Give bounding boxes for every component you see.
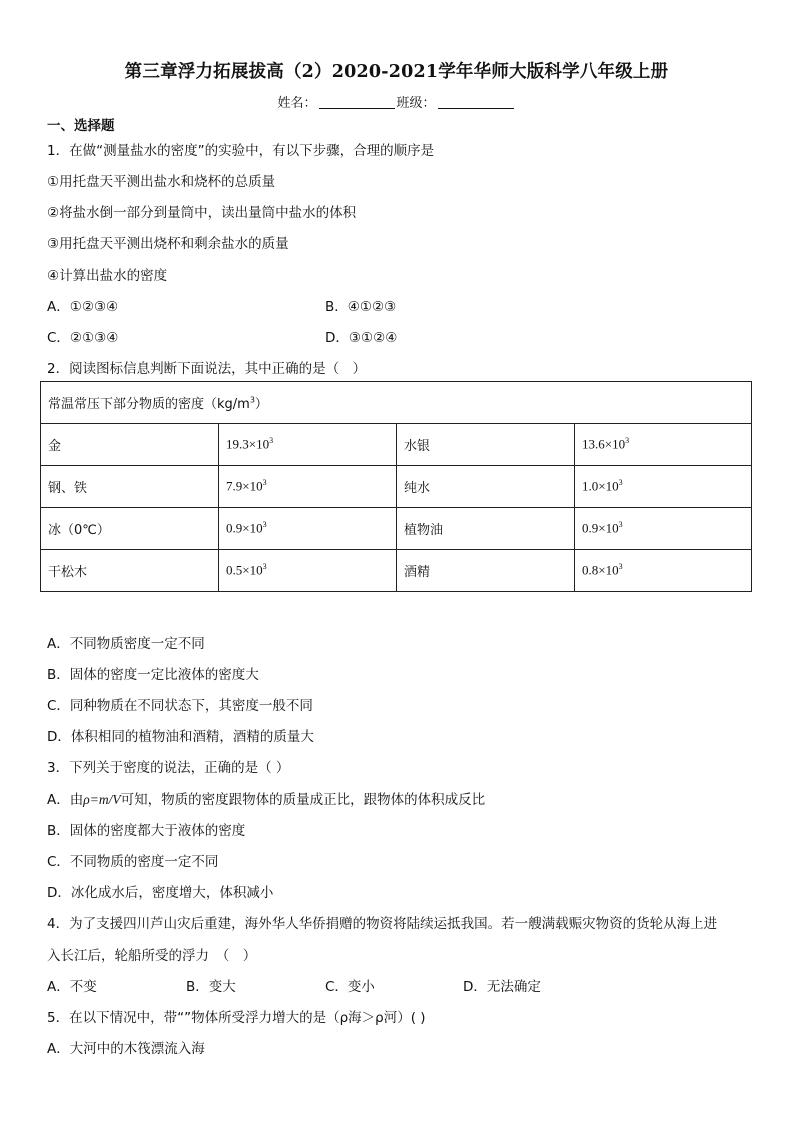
name-blank[interactable] — [319, 96, 395, 109]
q1-option-a[interactable]: A．①②③④ — [47, 299, 119, 315]
table-row — [41, 424, 752, 466]
class-label: 班级： — [396, 96, 436, 111]
q4-option-a[interactable]: A．不变 — [47, 979, 97, 995]
substance-cell: 酒精 — [397, 550, 575, 592]
question-2-stem: 2．阅读图标信息判断下面说法，其中正确的是（ ） — [47, 361, 367, 377]
density-cell: $19.3\times 10^3$ — [219, 424, 397, 466]
question-4-stem-line2: 入长江后，轮船所受的浮力 （ ） — [47, 948, 257, 964]
q3-option-c[interactable]: C．不同物质的密度一定不同 — [47, 854, 219, 870]
q2-option-c[interactable]: C．同种物质在不同状态下，其密度一般不同 — [47, 698, 313, 714]
density-cell: $0.9\times 10^3$ — [219, 508, 397, 550]
substance-cell: 干松木 — [41, 550, 219, 592]
density-cell: $0.5\times 10^3$ — [219, 550, 397, 592]
q1-step-2: ②将盐水倒一部分到量筒中，读出量筒中盐水的体积 — [47, 205, 357, 221]
density-cell: $0.8\times 10^3$ — [575, 550, 752, 592]
q2-option-d[interactable]: D．体积相同的植物油和酒精，酒精的质量大 — [47, 729, 314, 745]
table-row — [41, 466, 752, 508]
substance-cell: 冰（0℃） — [41, 508, 219, 550]
q2-option-b[interactable]: B．固体的密度一定比液体的密度大 — [47, 667, 259, 683]
q1-option-d[interactable]: D．③①②④ — [325, 330, 398, 346]
q4-option-b[interactable]: B．变大 — [186, 979, 236, 995]
document-title: 第三章浮力拓展拔高（2）2020-2021学年华师大版科学八年级上册 — [124, 62, 669, 82]
density-cell: $0.9\times 10^3$ — [575, 508, 752, 550]
q1-step-4: ④计算出盐水的密度 — [47, 268, 168, 284]
density-formula: ρ=m/V — [83, 792, 121, 807]
table-row — [41, 550, 752, 592]
substance-cell: 水银 — [397, 424, 575, 466]
name-label: 姓名： — [277, 96, 317, 111]
q3-option-b[interactable]: B．固体的密度都大于液体的密度 — [47, 823, 246, 839]
substance-cell: 纯水 — [397, 466, 575, 508]
q1-option-c[interactable]: C．②①③④ — [47, 330, 119, 346]
density-table-title: 常温常压下部分物质的密度$(kg/m^3)$ — [41, 382, 752, 424]
q4-option-c[interactable]: C．变小 — [325, 979, 375, 995]
substance-cell: 钢、铁 — [41, 466, 219, 508]
q3-option-a[interactable]: A．由ρ=m/V可知，物质的密度跟物体的质量成正比，跟物体的体积成反比 — [47, 792, 486, 808]
q5-option-a[interactable]: A．大河中的木筏漂流入海 — [47, 1041, 205, 1057]
class-blank[interactable] — [438, 96, 514, 109]
density-cell: $7.9\times 10^3$ — [219, 466, 397, 508]
q1-step-1: ①用托盘天平测出盐水和烧杯的总质量 — [47, 174, 276, 190]
density-cell: $1.0\times 10^3$ — [575, 466, 752, 508]
question-3-stem: 3．下列关于密度的说法，正确的是（ ） — [47, 760, 290, 776]
density-table — [40, 381, 752, 592]
student-info-line — [0, 92, 793, 111]
substance-cell: 金 — [41, 424, 219, 466]
substance-cell: 植物油 — [397, 508, 575, 550]
q1-step-3: ③用托盘天平测出烧杯和剩余盐水的质量 — [47, 236, 289, 252]
q2-option-a[interactable]: A．不同物质密度一定不同 — [47, 636, 205, 652]
question-1-stem: 1．在做“测量盐水的密度”的实验中，有以下步骤，合理的顺序是 — [47, 143, 435, 159]
q4-option-d[interactable]: D．无法确定 — [463, 979, 541, 995]
question-5-stem: 5．在以下情况中，带“”物体所受浮力增大的是（ρ海＞ρ河）( ) — [47, 1010, 426, 1026]
section-heading: 一、选择题 — [47, 118, 115, 134]
q1-option-b[interactable]: B．④①②③ — [325, 299, 397, 315]
table-row — [41, 508, 752, 550]
question-4-stem-line1: 4．为了支援四川芦山灾后重建，海外华人华侨捐赠的物资将陆续运抵我国。若一艘满载赈灾物资的货轮从海上进 — [47, 916, 718, 932]
q3-option-d[interactable]: D．冰化成水后，密度增大，体积减小 — [47, 885, 274, 901]
density-cell: $13.6\times 10^3$ — [575, 424, 752, 466]
